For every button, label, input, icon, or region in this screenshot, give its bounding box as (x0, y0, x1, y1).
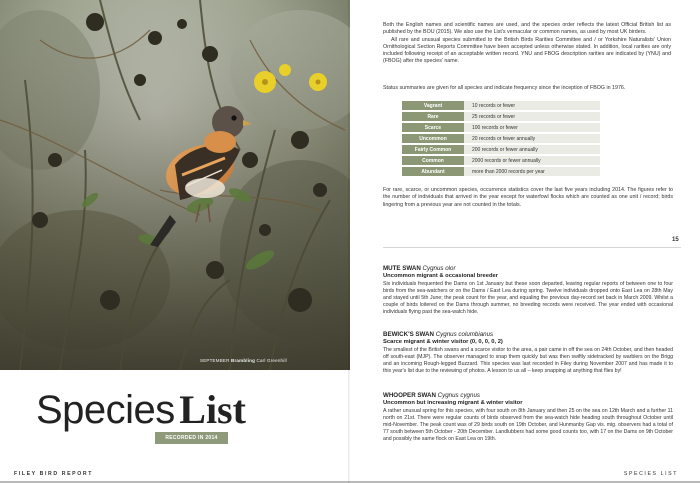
photo-caption (200, 358, 287, 363)
title-list: List (179, 387, 246, 432)
status-intro: Status summaries are given for all species and indicate frequency since the inception of FBOG in 1976. (383, 85, 626, 91)
species-name (383, 392, 673, 400)
species-common-name: MUTE SWAN (383, 265, 421, 272)
status-definition: 25 records or fewer (464, 112, 600, 121)
species-name (383, 331, 673, 339)
species-scientific-name: Cygnus olor (422, 265, 456, 272)
species-status: Uncommon migrant & occasional breeder (383, 273, 498, 279)
species-entry-bewicks-swan (383, 331, 673, 375)
species-account: Six individuals frequented the Dams on 1st January but these soon departed, leaving regular reports of between one to four birds from the sea-watchers or on the Dams / East Lea during spring. Twelve individuals dropped onto East Lea on 28th May and stayed until 5th June; the peak count for the year, and equaling the previous day-record set back in March 2009. Whilst a couple of birds loitered on the Dams through summer, no breeding records were received. The year ended with occasional individuals flying past the sea-watch hide. (383, 280, 673, 315)
species-scientific-name: Cygnus cygnus (437, 392, 480, 399)
status-name: Vagrant (402, 101, 464, 110)
species-scientific-name: Cygnus columbianus (435, 331, 494, 338)
title-species: Species (36, 388, 175, 432)
status-definition: 10 records or fewer (464, 101, 600, 110)
status-row (402, 134, 600, 143)
species-status: Scarce migrant & winter visitor (0, 0, 0, 0, 2) (383, 339, 503, 345)
status-name: Rare (402, 112, 464, 121)
status-definition: more than 2000 records per year (464, 167, 600, 176)
status-row (402, 167, 600, 176)
species-entry-whooper-swan (383, 392, 673, 443)
status-row (402, 123, 600, 132)
species-common-name: BEWICK'S SWAN (383, 331, 434, 338)
caption-species: Brambling (231, 358, 256, 363)
section-title (36, 386, 246, 433)
status-name: Fairly Common (402, 145, 464, 154)
species-common-name: WHOOPER SWAN (383, 392, 436, 399)
status-name: Abundant (402, 167, 464, 176)
species-entry-mute-swan (383, 265, 673, 316)
status-definition: 100 records or fewer (464, 123, 600, 132)
status-name: Uncommon (402, 134, 464, 143)
recorded-badge: RECORDED IN 2014 (155, 432, 228, 444)
species-name (383, 265, 673, 273)
intro-paragraph-2: All rare and unusual species submitted to the British Birds Rarities Committee and / or Yorkshire Naturalists' Union Ornithological Section Reports Committee have been accepted unless otherwise stated. In addition, local rarities are only included following receipt of an acceptable written record. YNU and FBOG description rarities are indicated by (YNU) and (FBOG) after the species' name. (383, 36, 671, 65)
status-definition: 2000 records or fewer annually (464, 156, 600, 165)
caption-credit: Carl Greenhill (256, 358, 287, 363)
status-name: Common (402, 156, 464, 165)
status-table (402, 99, 600, 178)
right-page (350, 0, 700, 483)
status-row (402, 101, 600, 110)
footer-section-title: SPECIES LIST (623, 471, 678, 477)
page-rule (383, 247, 681, 248)
intro-text (383, 22, 671, 66)
status-row (402, 112, 600, 121)
page-number: 15 (672, 237, 679, 243)
status-row (402, 156, 600, 165)
status-name: Scarce (402, 123, 464, 132)
caption-month: SEPTEMBER (200, 358, 230, 363)
intro-paragraph-1: Both the English names and scientific names are used, and the species order reflects the latest Official British list as published by the BOU (2015). We also use the List's vernacular or common names, as used by most UK birders. (383, 22, 671, 36)
species-account: The smallest of the British swans and a scarce visitor to the area, a pair came in off the sea on 24th October, and then headed off south-east (MJP). The observer managed to snap them quickly but was then swiftly sidetracked by warblers on the Brigg and an incoming Rough-legged Buzzard. This species was last recorded in Filey during November 2007 and has made it to this year's list due to the reviewing of photos. A lesson to us all – keep snapping at anything that flies by! (383, 346, 673, 374)
status-row (402, 145, 600, 154)
status-definition: 200 records or fewer annually (464, 145, 600, 154)
footer-report-title: FILEY BIRD REPORT (14, 471, 93, 477)
species-account: A rather unusual spring for this species, with four south on 8th January and then 25 on the sea on 12th March and a further 11 north on 21st. There were regular counts of birds observed from the sea-watch hide heading south throughout October until mid-November. The peak count was of 29 birds south on 19th October, and Hunmanby Gap vis. mig. observers had a total of 77 south between 5th October - 20th December. Landlubbers had some good counts too, with 17 on the Dams on 9th October and possibly the same flock on East Lea on 19th. (383, 407, 673, 442)
brambling-photo (0, 0, 350, 370)
status-definition: 20 records or fewer annually (464, 134, 600, 143)
rare-species-note: For rare, scarce, or uncommon species, occurrence statistics cover the last five years including 2014. The figures refer to the number of individuals that arrived in the year except for waterfowl flocks which are counted as one unit / record; birds lingering from a previous year are not counted in the totals. (383, 187, 673, 208)
species-status: Uncommon but increasing migrant & winter visitor (383, 400, 523, 406)
